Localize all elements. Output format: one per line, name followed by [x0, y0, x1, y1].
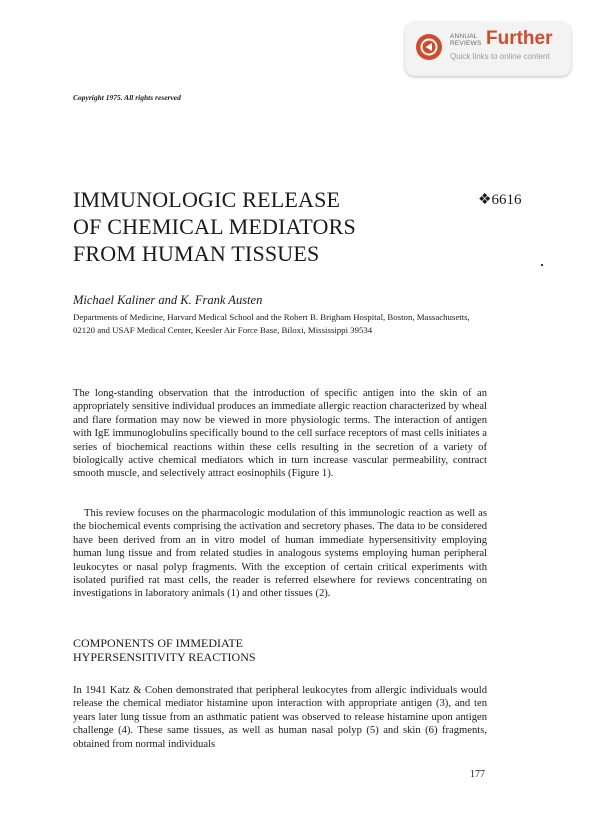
brand-line-1: ANNUAL [450, 33, 478, 40]
further-word: Further [486, 28, 553, 49]
author-affiliation: Departments of Medicine, Harvard Medical School and the Robert B. Brigham Hospital, Boston, Massachusetts, 02120 and USAF Medical Center, Keesler Air Force Base, Biloxi, Mississippi 39534 [73, 312, 470, 336]
author-names: Michael Kaliner and K. Frank Austen [73, 293, 263, 307]
further-tagline: Quick links to online content [450, 52, 550, 61]
stray-dot [541, 264, 543, 266]
article-code: ❖6616 [478, 192, 522, 208]
further-badge[interactable] [405, 22, 571, 76]
heading-line: HYPERSENSITIVITY REACTIONS [73, 650, 256, 664]
title-line: FROM HUMAN TISSUES [73, 241, 320, 266]
heading-line: COMPONENTS OF IMMEDIATE [73, 636, 244, 650]
body-paragraph: This review focuses on the pharmacologic modulation of this immunologic reaction as well as the biochemical events comprising the activation and secretory phases. The data to be considered have been derived from an in vitro model of human immediate hypersensitivity employing human lung tissue and from related studies in analogous systems employing human peripheral leukocytes or nasal polyp fragments. With the exception of certain critical experiments with isolated purified rat mast cells, the reader is referred elsewhere for reviews concentrating on investigations in laboratory animals (1) and other tissues (2). [73, 508, 487, 600]
brand-name [450, 33, 481, 47]
copyright-notice: Copyright 1975. All rights reserved [73, 93, 181, 102]
article-title [73, 186, 356, 267]
body-paragraph: The long-standing observation that the introduction of specific antigen into the skin of an appropriately sensitive individual produces an immediate allergic reaction characterized by wheal and flare formation may now be viewed in more physiologic terms. The interaction of antigen with IgE immunoglobulins specifically bound to the cell surface receptors of mast cells initiates a series of biochemical reactions within these cells resulting in the secretion of a variety of biologically active chemical mediators which in turn increase vascular permeability, contract smooth muscle, and selectively attract eosinophils (Figure 1). [73, 388, 487, 480]
title-line: IMMUNOLOGIC RELEASE [73, 187, 341, 212]
title-line: OF CHEMICAL MEDIATORS [73, 214, 356, 239]
page-number: 177 [470, 769, 485, 780]
annual-reviews-logo-icon [415, 33, 443, 61]
brand-line-2: REVIEWS [450, 40, 482, 47]
section-paragraph: In 1941 Katz & Cohen demonstrated that peripheral leukocytes from allergic individuals would release the chemical mediator histamine upon interaction with appropriate antigen (3), and ten years later lung tissue from an asthmatic patient was observed to release histamine upon antigen challenge (4). These same tissues, as well as human nasal polyp (5) and skin (6) fragments, obtained from normal individuals [73, 685, 487, 750]
section-heading [73, 636, 256, 664]
